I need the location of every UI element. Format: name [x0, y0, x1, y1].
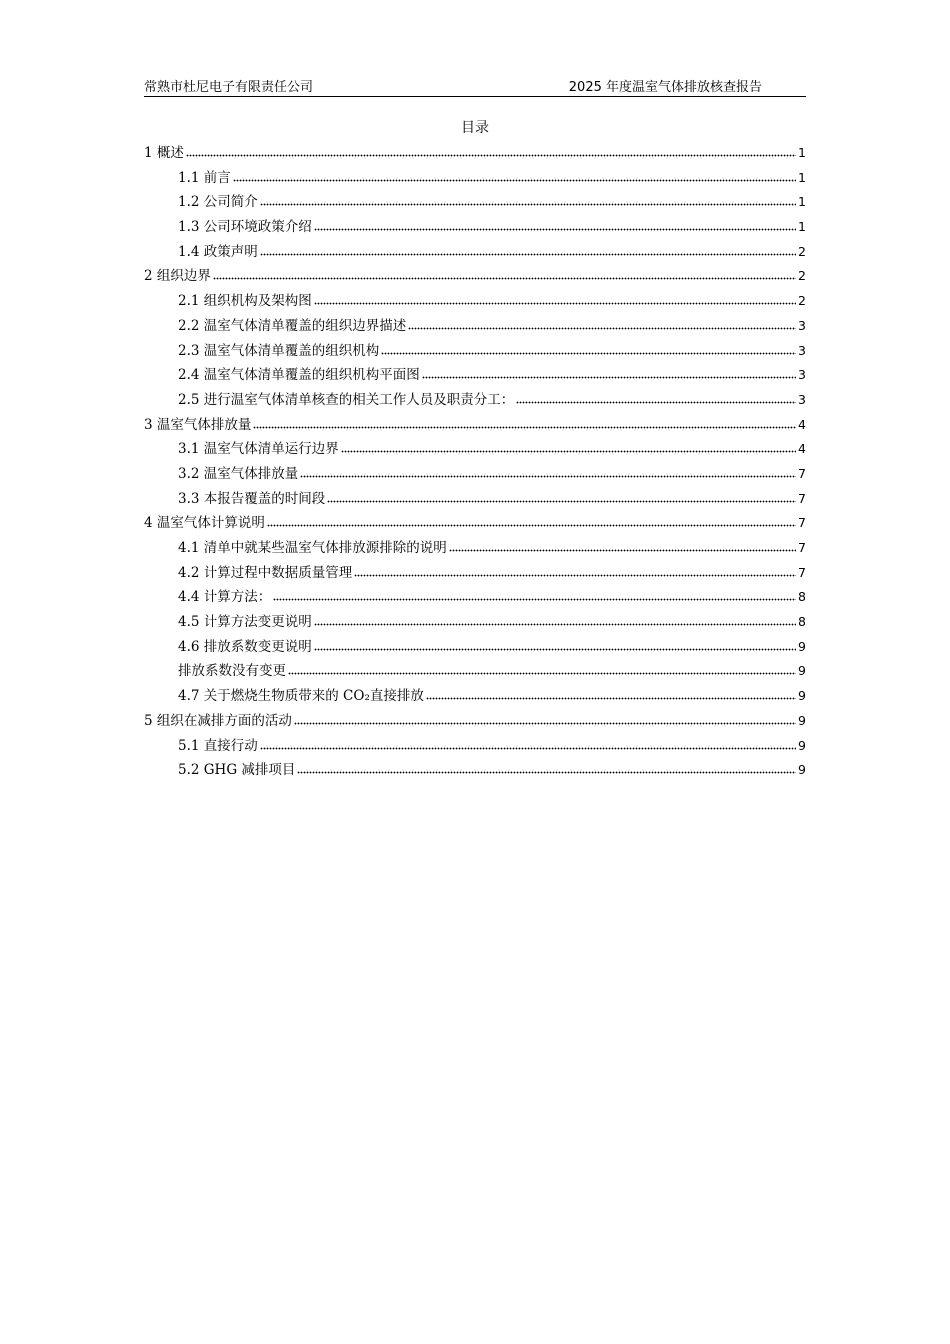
toc-leader-dots — [273, 591, 796, 601]
toc-entry-page: 8 — [798, 589, 806, 605]
toc-entry[interactable] — [144, 610, 806, 635]
toc-leader-dots — [233, 172, 796, 182]
toc-entry-label: 3 温室气体排放量 — [144, 416, 252, 433]
toc-leader-dots — [327, 493, 796, 503]
toc-entry-page: 1 — [798, 219, 806, 235]
toc-entry[interactable] — [144, 561, 806, 586]
toc-entry-page: 7 — [798, 540, 806, 555]
toc-entry-page: 4 — [798, 441, 806, 457]
toc-entry[interactable] — [144, 388, 806, 413]
toc-entry-label: 1.2 公司简介 — [178, 194, 258, 211]
toc-leader-dots — [354, 567, 796, 577]
toc-entry[interactable] — [144, 141, 806, 166]
toc-leader-dots — [341, 443, 796, 453]
toc-leader-dots — [381, 345, 796, 355]
toc-leader-dots — [426, 690, 796, 700]
toc-leader-dots — [186, 147, 796, 157]
toc-entry-label: 4 温室气体计算说明 — [144, 515, 265, 532]
toc-entry-label: 2.1 组织机构及架构图 — [178, 293, 312, 310]
toc-entry-label: 4.2 计算过程中数据质量管理 — [178, 564, 353, 581]
toc-entry-label: 5 组织在减排方面的活动 — [144, 712, 292, 729]
toc-entry[interactable] — [144, 758, 806, 783]
toc-entry[interactable] — [144, 734, 806, 759]
toc-entry-label: 2.2 温室气体清单覆盖的组织边界描述 — [178, 317, 407, 334]
toc-entry-label: 2 组织边界 — [144, 268, 211, 285]
toc-entry-label: 3.2 温室气体排放量 — [178, 465, 299, 482]
toc-entry-page: 3 — [798, 342, 806, 358]
toc-entry-label: 2.4 温室气体清单覆盖的组织机构平面图 — [178, 367, 420, 384]
toc-leader-dots — [314, 221, 796, 231]
toc-entry-page: 3 — [798, 317, 806, 333]
toc-entry[interactable] — [144, 684, 806, 709]
toc-entry[interactable] — [144, 289, 806, 314]
toc-leader-dots — [422, 369, 796, 379]
toc-entry-label: 3.3 本报告覆盖的时间段 — [178, 490, 326, 507]
toc-entry[interactable] — [144, 314, 806, 339]
toc-entry[interactable] — [144, 585, 806, 610]
toc-entry-page: 1 — [798, 194, 806, 210]
toc-leader-dots — [213, 270, 796, 280]
toc-entry[interactable] — [144, 339, 806, 364]
toc-entry-page: 1 — [798, 145, 806, 160]
toc-leader-dots — [449, 542, 796, 552]
toc-leader-dots — [260, 196, 796, 206]
toc-entry-page: 2 — [798, 293, 806, 309]
toc-entry[interactable] — [144, 659, 806, 684]
toc-entry-label: 1.1 前言 — [178, 169, 231, 186]
toc-leader-dots — [260, 740, 796, 750]
toc-leader-dots — [260, 246, 796, 256]
toc-entry-label: 4.7 关于燃烧生物质带来的 CO₂直接排放 — [178, 688, 424, 705]
toc-leader-dots — [297, 764, 796, 774]
toc-entry[interactable] — [144, 240, 806, 265]
toc-entry[interactable] — [144, 536, 806, 561]
toc-entry-label: 3.1 温室气体清单运行边界 — [178, 441, 339, 458]
toc-entry-page: 2 — [798, 268, 806, 284]
toc-entry-label: 4.5 计算方法变更说明 — [178, 614, 312, 631]
toc-leader-dots — [314, 641, 796, 651]
toc-entry-label: 5.2 GHG 减排项目 — [178, 762, 296, 779]
toc-entry-label: 1.4 政策声明 — [178, 243, 258, 260]
toc-entry-page: 7 — [798, 465, 806, 481]
toc-title: 目录 — [461, 120, 489, 136]
toc-leader-dots — [288, 665, 796, 675]
page-header — [144, 74, 806, 97]
toc-entry-page: 7 — [798, 515, 806, 531]
toc-leader-dots — [267, 517, 796, 527]
table-of-contents — [144, 141, 806, 783]
toc-entry-label: 4.6 排放系数变更说明 — [178, 638, 312, 655]
toc-entry[interactable] — [144, 166, 806, 191]
toc-entry[interactable] — [144, 413, 806, 438]
toc-entry-page: 7 — [798, 490, 806, 506]
toc-entry[interactable] — [144, 709, 806, 734]
toc-entry[interactable] — [144, 190, 806, 215]
toc-entry[interactable] — [144, 462, 806, 487]
toc-entry-label: 2.3 温室气体清单覆盖的组织机构 — [178, 342, 380, 359]
toc-entry[interactable] — [144, 511, 806, 536]
toc-entry-page: 9 — [798, 737, 806, 753]
toc-entry-page: 9 — [798, 712, 806, 728]
toc-entry[interactable] — [144, 363, 806, 388]
toc-entry-label: 排放系数没有变更 — [178, 663, 286, 680]
toc-leader-dots — [294, 715, 796, 725]
toc-entry[interactable] — [144, 264, 806, 289]
toc-entry-page: 9 — [798, 688, 806, 704]
toc-leader-dots — [314, 616, 796, 626]
toc-entry-page: 2 — [798, 243, 806, 259]
header-company: 常熟市杜尼电子有限责任公司 — [144, 80, 314, 95]
toc-entry-page: 9 — [798, 762, 806, 778]
toc-entry-page: 4 — [798, 416, 806, 432]
toc-leader-dots — [253, 419, 796, 429]
toc-entry-page: 7 — [798, 564, 806, 580]
toc-leader-dots — [516, 394, 796, 404]
toc-entry-label: 5.1 直接行动 — [178, 737, 258, 754]
toc-entry[interactable] — [144, 487, 806, 512]
toc-leader-dots — [408, 320, 796, 330]
toc-entry[interactable] — [144, 215, 806, 240]
toc-entry-page: 9 — [798, 638, 806, 654]
toc-entry[interactable] — [144, 635, 806, 660]
toc-entry-label: 2.5 进行温室气体清单核查的相关工作人员及职责分工： — [178, 391, 515, 408]
toc-leader-dots — [314, 295, 796, 305]
toc-entry-label: 4.4 计算方法： — [178, 589, 272, 606]
header-report-title: 2025 年度温室气体排放核查报告 — [568, 80, 762, 95]
toc-entry-page: 1 — [798, 169, 806, 185]
toc-entry-label: 4.1 清单中就某些温室气体排放源排除的说明 — [178, 540, 447, 556]
toc-entry-page: 9 — [798, 663, 806, 679]
toc-entry-page: 3 — [798, 367, 806, 383]
toc-entry-label: 1.3 公司环境政策介绍 — [178, 219, 312, 236]
toc-entry-page: 3 — [798, 391, 806, 407]
toc-entry-label: 1 概述 — [144, 145, 184, 161]
toc-leader-dots — [300, 468, 796, 478]
toc-entry[interactable] — [144, 437, 806, 462]
toc-entry-page: 8 — [798, 614, 806, 630]
